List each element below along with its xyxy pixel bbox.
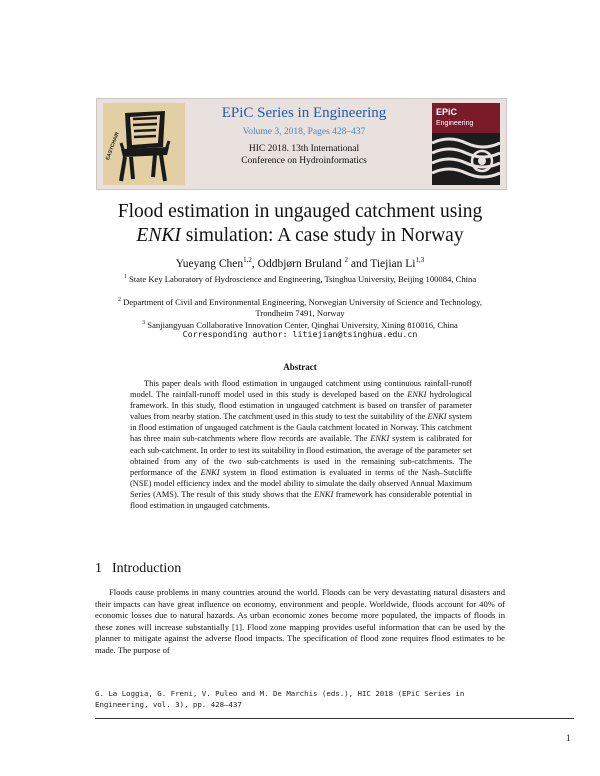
- author-affiliation-marker: 2: [344, 256, 349, 264]
- affiliation: [110, 295, 490, 319]
- title-line-1: Flood estimation in ungauged catchment using: [117, 201, 483, 222]
- section-title: Introduction: [112, 561, 182, 576]
- footer-citation: G. La Loggia, G. Freni, V. Puleo and M. De Marchis (eds.), HIC 2018 (EPiC Series in Engineering, vol. 3), pp. 428–437: [95, 689, 465, 709]
- epic-logo-line1: EPiC: [436, 107, 458, 117]
- affiliation-text: State Key Laboratory of Hydroscience and Engineering, Tsinghua University, Beijing 100084, China: [126, 273, 477, 284]
- title-enki: ENKI: [136, 225, 181, 246]
- title-line-2: simulation: A case study in Norway: [180, 225, 464, 246]
- conference-line-2: Conference on Hydroinformatics: [241, 156, 367, 166]
- author-name: Oddbjørn Bruland: [257, 257, 345, 270]
- paper-title: [60, 200, 540, 248]
- conference-line-1: HIC 2018. 13th International: [248, 144, 360, 154]
- author-name: Tiejian Li: [370, 257, 416, 270]
- abstract-text: framework has considerable potential in flood estimation in ungauged catchments.: [130, 489, 472, 511]
- affiliation-marker: 3: [142, 320, 146, 326]
- epic-engineering-logo: [432, 103, 500, 185]
- abstract-enki: ENKI: [407, 390, 427, 400]
- abstract-text: This paper deals with flood estimation in ungauged catchment using continuous rainfall-runoff model. The rainfall-runoff model used in this study is developed based on the: [130, 379, 472, 400]
- easychair-logo-text: EASYCHAIR: [105, 131, 121, 162]
- author-separator: and: [348, 257, 371, 270]
- abstract-heading: Abstract: [283, 362, 317, 372]
- affiliation: [110, 272, 490, 285]
- abstract-text: system is calibrated for each sub-catchment. In order to test its suitability in flood estimation, the average of the parameter set obtained from any of the two sub-catchments is used in the remaining sub-catchments. The performance of the: [130, 434, 472, 477]
- epic-logo-line2: Engineering: [436, 120, 474, 127]
- section-heading-introduction: [95, 561, 181, 577]
- author-separator: ,: [251, 257, 258, 270]
- footer-rule: [95, 718, 574, 719]
- introduction-body: Floods cause problems in many countries around the world. Floods can be very devastating natural disasters and their impacts can have great influence on economy, environment and people. Worldwide, floods account for 40% of economic losses due to natural hazards. As urban economic zones become more populated, the impacts of floods in these zones will increase substantially [1]. Flood zone mapping provides useful information that can be used by the planner to mitigate against the adverse flood impacts. The specification of flood zone requires flood estimates to be made. The purpose of: [95, 587, 505, 655]
- series-title: EPiC Series in Engineering: [221, 105, 387, 121]
- affiliation-marker: 1: [123, 274, 127, 280]
- page-number: 1: [566, 733, 571, 743]
- abstract-text: system in flood estimation of ungauged catchment is the Gaula catchment located in Norway. This catchment has three main sub-catchments where flow records are available. The: [130, 412, 472, 444]
- abstract-enki: ENKI: [200, 467, 220, 477]
- abstract-text: system in flood estimation is evaluated in terms of the Nash–Sutcliffe (NSE) model efficiency index and the model ability to simulate the daily observed Annual Maximum Series (AMS). The result of this study shows that the: [130, 467, 472, 499]
- section-number: 1: [95, 561, 102, 576]
- series-header: [96, 98, 507, 190]
- abstract-enki: ENKI: [427, 412, 447, 422]
- affiliation-marker: 2: [118, 297, 122, 303]
- author-affiliation-marker: 1,3: [415, 256, 425, 264]
- epic-logo-text: [436, 107, 473, 129]
- author-list: [60, 256, 540, 270]
- corresponding-author: Corresponding author: litiejian@tsinghua.edu.cn: [182, 329, 418, 339]
- conference-name: [189, 143, 419, 167]
- abstract-body: [130, 378, 472, 511]
- series-info: [189, 103, 419, 167]
- abstract-enki: ENKI: [370, 434, 390, 444]
- affiliation-text: Department of Civil and Environmental Engineering, Norwegian University of Science and Technology, Trondheim 7491, Norway: [121, 296, 482, 318]
- abstract-text: hydrological framework. In this study, flood estimation in ungauged catchment is based on transfer of parameter values from nearby station. The catchment used in this study to test the suitability of the: [130, 390, 472, 422]
- abstract-enki: ENKI: [314, 489, 334, 499]
- volume-pages: Volume 3, 2018, Pages 428–437: [242, 127, 366, 137]
- affiliation-text: Sanjiangyuan Collaborative Innovation Center, Qinghai University, Xining 810016, China: [145, 319, 458, 330]
- author-name: Yueyang Chen: [175, 257, 244, 270]
- easychair-logo: [103, 103, 185, 185]
- author-affiliation-marker: 1,2: [243, 256, 252, 264]
